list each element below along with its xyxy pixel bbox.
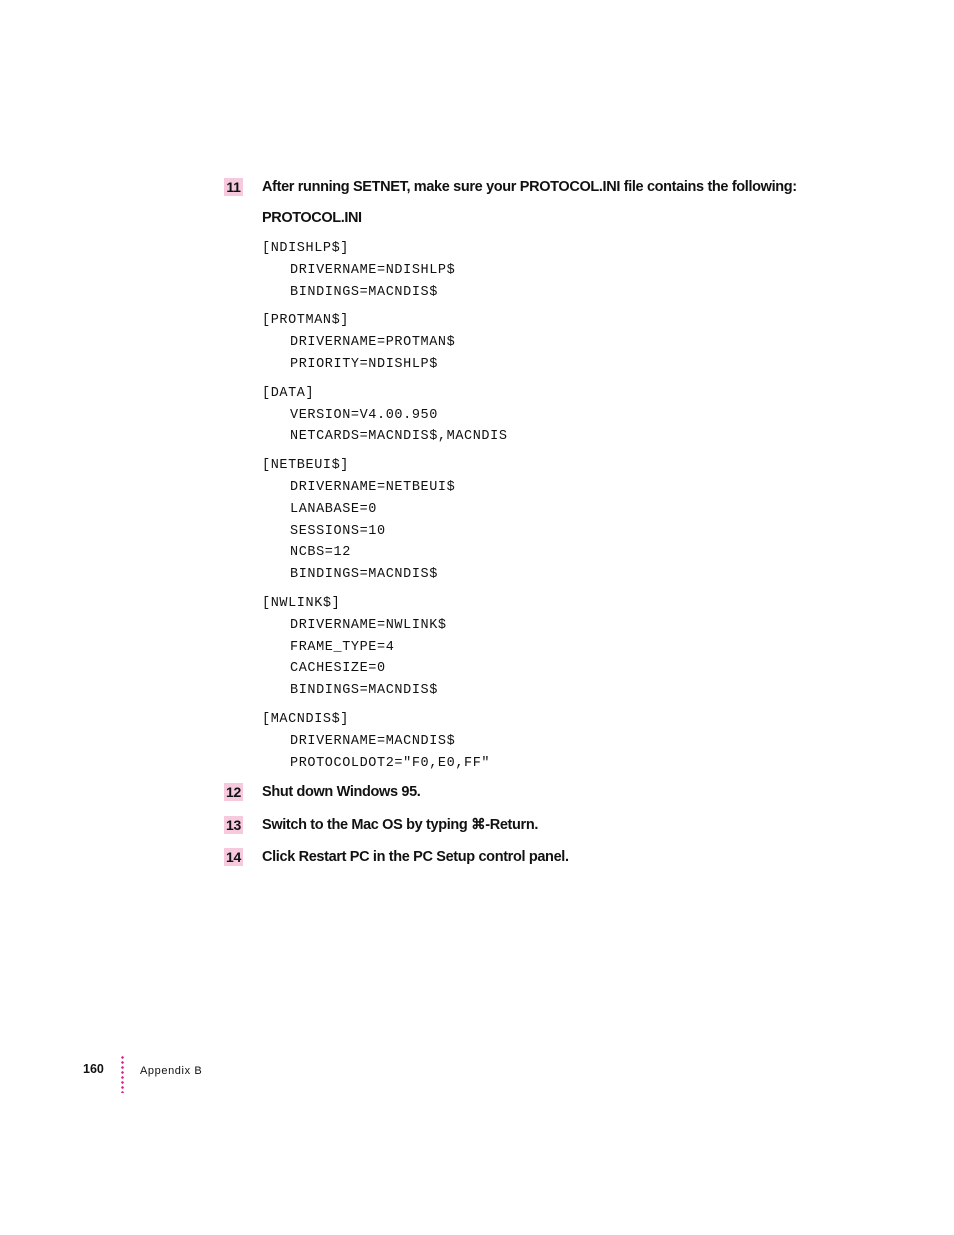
ini-entry: PROTOCOLDOT2="F0,E0,FF" bbox=[290, 755, 491, 771]
step-number: 12 bbox=[224, 783, 243, 801]
ini-section-header: [NETBEUI$] bbox=[262, 458, 350, 474]
ini-entry: CACHESIZE=0 bbox=[290, 661, 386, 677]
ini-entry: PRIORITY=NDISHLP$ bbox=[290, 356, 438, 372]
footer-section-label: Appendix B bbox=[140, 1065, 203, 1077]
ini-entry: FRAME_TYPE=4 bbox=[290, 639, 395, 655]
ini-section bbox=[262, 310, 508, 375]
step-text: Click Restart PC in the PC Setup control panel. bbox=[262, 849, 569, 865]
step-text: Switch to the Mac OS by typing ⌘-Return. bbox=[262, 817, 539, 833]
ini-entry: DRIVERNAME=NDISHLP$ bbox=[290, 262, 456, 278]
ini-entry: BINDINGS=MACNDIS$ bbox=[290, 683, 438, 699]
step-text: Shut down Windows 95. bbox=[262, 784, 421, 800]
step-number: 13 bbox=[224, 816, 243, 834]
step-13 bbox=[224, 815, 539, 835]
page-number: 160 bbox=[83, 1062, 104, 1076]
dotted-divider bbox=[121, 1055, 124, 1093]
ini-section bbox=[262, 455, 508, 586]
ini-section-header: [NWLINK$] bbox=[262, 595, 341, 611]
step-text: After running SETNET, make sure your PROTOCOL.INI file contains the following: bbox=[262, 179, 797, 195]
file-title: PROTOCOL.INI bbox=[262, 210, 362, 226]
ini-section bbox=[262, 593, 508, 702]
ini-entry: LANABASE=0 bbox=[290, 501, 378, 517]
ini-entry: DRIVERNAME=NETBEUI$ bbox=[290, 479, 456, 495]
step-11 bbox=[224, 177, 797, 197]
step-number: 11 bbox=[224, 178, 243, 196]
ini-section bbox=[262, 383, 508, 448]
ini-entry: BINDINGS=MACNDIS$ bbox=[290, 284, 438, 300]
ini-entry: DRIVERNAME=MACNDIS$ bbox=[290, 733, 456, 749]
step-12 bbox=[224, 782, 421, 802]
ini-entry: DRIVERNAME=PROTMAN$ bbox=[290, 335, 456, 351]
ini-section bbox=[262, 709, 508, 774]
ini-entry: NCBS=12 bbox=[290, 545, 351, 561]
step-14 bbox=[224, 847, 569, 867]
ini-section-header: [PROTMAN$] bbox=[262, 313, 350, 329]
step-number: 14 bbox=[224, 848, 243, 866]
ini-entry: DRIVERNAME=NWLINK$ bbox=[290, 617, 447, 633]
ini-entry: NETCARDS=MACNDIS$,MACNDIS bbox=[290, 429, 508, 445]
protocol-ini-listing bbox=[262, 238, 508, 781]
ini-entry: BINDINGS=MACNDIS$ bbox=[290, 567, 438, 583]
ini-entry: VERSION=V4.00.950 bbox=[290, 407, 438, 423]
ini-entry: SESSIONS=10 bbox=[290, 523, 386, 539]
ini-section-header: [MACNDIS$] bbox=[262, 711, 350, 727]
ini-section-header: [NDISHLP$] bbox=[262, 241, 350, 256]
ini-section bbox=[262, 238, 508, 303]
ini-section-header: [DATA] bbox=[262, 385, 315, 401]
